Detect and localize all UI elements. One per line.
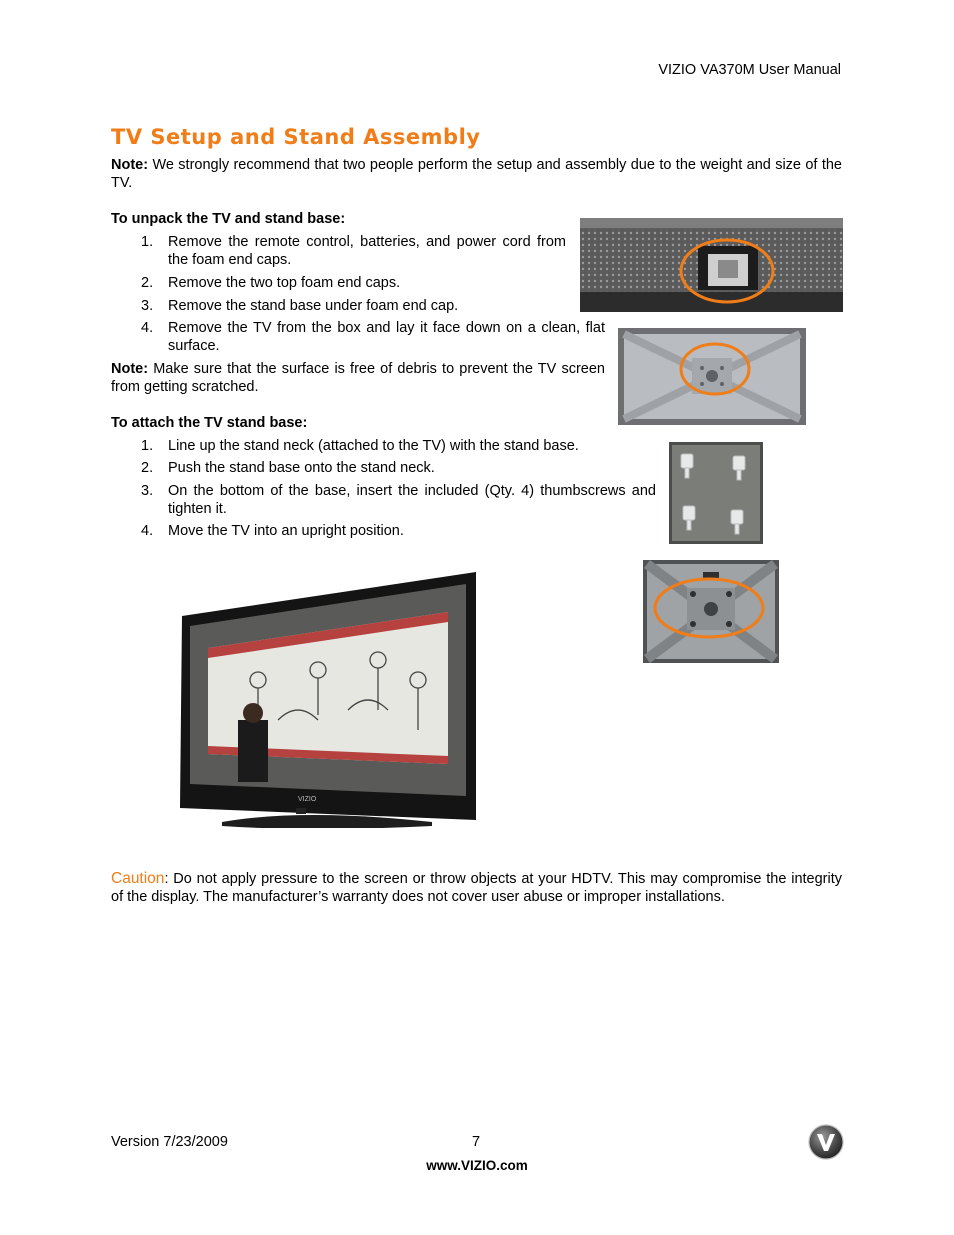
step-number: 3. [141, 483, 154, 499]
unpack-step [141, 233, 566, 269]
step-number: 1. [141, 234, 154, 250]
stand-base-photo [618, 328, 806, 425]
step-text: Remove the TV from the box and lay it face down on a clean, flat surface. [168, 320, 605, 354]
caution-label: Caution [111, 870, 165, 887]
footer-version: Version 7/23/2009 [111, 1134, 228, 1150]
attach-step [141, 459, 641, 477]
step-number: 3. [141, 298, 154, 314]
base-underside-photo [643, 560, 779, 663]
tv-back-photo [580, 218, 843, 312]
step-text: Remove the stand base under foam end cap. [168, 298, 459, 314]
step-text: Line up the stand neck (attached to the TV) with the stand base. [168, 438, 579, 454]
unpack-step [141, 274, 566, 292]
note-weight [111, 156, 842, 192]
note-text: Make sure that the surface is free of debris to prevent the TV screen from getting scratched. [111, 361, 605, 395]
unpack-heading: To unpack the TV and stand base: [111, 211, 346, 227]
step-text: Move the TV into an upright position. [168, 523, 404, 539]
step-number: 2. [141, 460, 154, 476]
step-number: 4. [141, 523, 154, 539]
assembled-tv-photo [178, 570, 478, 828]
attach-step [141, 522, 641, 540]
document-header-title: VIZIO VA370M User Manual [658, 62, 841, 78]
footer-page-number: 7 [472, 1134, 481, 1150]
step-number: 4. [141, 320, 154, 336]
note-debris [111, 360, 605, 396]
unpack-step [141, 297, 566, 315]
step-number: 1. [141, 438, 154, 454]
attach-step [141, 437, 641, 455]
step-text: Remove the two top foam end caps. [168, 275, 401, 291]
section-heading: TV Setup and Stand Assembly [111, 125, 481, 149]
footer-website-link[interactable]: www.VIZIO.com [426, 1158, 528, 1173]
note-label: Note: [111, 361, 149, 377]
note-label: Note: [111, 157, 149, 173]
unpack-step [141, 319, 605, 355]
tv-brand-label: VIZIO [298, 796, 317, 803]
thumbscrews-photo [669, 442, 763, 544]
attach-step [141, 482, 656, 518]
caution-text: : Do not apply pressure to the screen or throw objects at your HDTV. This may compromise the integrity of the display. The manufacturer’s warranty does not cover user abuse or improper installations. [111, 871, 842, 905]
attach-heading: To attach the TV stand base: [111, 415, 308, 431]
step-text: Push the stand base onto the stand neck. [168, 460, 435, 476]
step-text: On the bottom of the base, insert the included (Qty. 4) thumbscrews and tighten it. [168, 483, 656, 517]
vizio-logo-icon [808, 1124, 844, 1160]
note-text: We strongly recommend that two people perform the setup and assembly due to the weight and size of the TV. [111, 157, 842, 191]
step-text: Remove the remote control, batteries, and power cord from the foam end caps. [168, 234, 566, 268]
caution-paragraph [111, 870, 842, 906]
step-number: 2. [141, 275, 154, 291]
